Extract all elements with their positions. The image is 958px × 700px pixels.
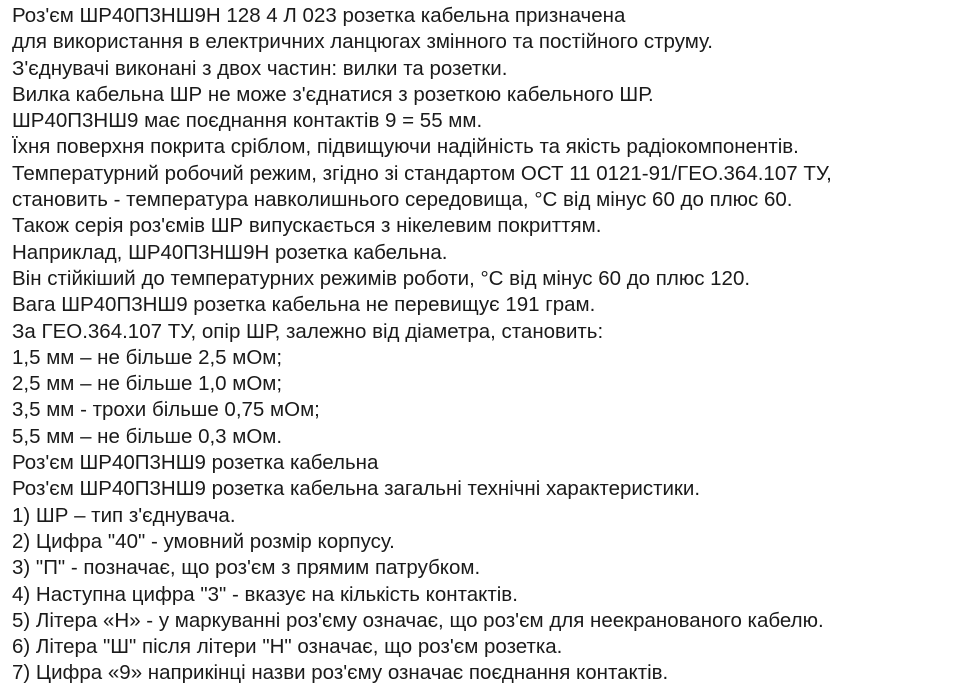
text-line: 3) "П" - позначає, що роз'єм з прямим патрубком.: [12, 556, 481, 580]
text-line: Він стійкіший до температурних режимів роботи, °С від мінус 60 до плюс 120.: [12, 266, 751, 290]
text-line: Їхня поверхня покрита сріблом, підвищуючи надійність та якість радіокомпонентів.: [12, 135, 799, 159]
text-line: За ГЕО.364.107 ТУ, опір ШР, залежно від діаметра, становить:: [12, 319, 604, 343]
text-line: 5,5 мм – не більше 0,3 мОм.: [12, 424, 283, 448]
text-line: Температурний робочий режим, згідно зі стандартом ОСТ 11 0121-91/ГЕО.364.107 ТУ,: [12, 161, 832, 185]
text-line: становить - температура навколишнього середовища, °С від мінус 60 до плюс 60.: [12, 188, 793, 212]
text-line: Також серія роз'ємів ШР випускається з нікелевим покриттям.: [12, 214, 602, 238]
text-line: 3,5 мм - трохи більше 0,75 мОм;: [12, 398, 320, 422]
document-text: [12, 3, 952, 687]
text-line: 6) Літера "Ш" після літери "Н" означає, що роз'єм розетка.: [12, 635, 563, 659]
text-line: Наприклад, ШР40П3НШ9Н розетка кабельна.: [12, 240, 448, 264]
text-line: З'єднувачі виконані з двох частин: вилки та розетки.: [12, 56, 508, 80]
text-line: Роз'єм ШР40П3НШ9 розетка кабельна: [12, 451, 379, 475]
text-line: 5) Літера «Н» - у маркуванні роз'єму означає, що роз'єм для неекранованого кабелю.: [12, 608, 824, 632]
text-line: Роз'єм ШР40П3НШ9Н 128 4 Л 023 розетка кабельна призначена: [12, 4, 626, 27]
text-line: Вага ШР40П3НШ9 розетка кабельна не перевищує 191 грам.: [12, 293, 596, 317]
text-line: 2) Цифра "40" - умовний розмір корпусу.: [12, 529, 395, 553]
text-line: 4) Наступна цифра "3" - вказує на кількість контактів.: [12, 582, 518, 606]
text-line: ШР40П3НШ9 має поєднання контактів 9 = 55 мм.: [12, 109, 483, 133]
text-line: 7) Цифра «9» наприкінці назви роз'єму означає поєднання контактів.: [12, 661, 669, 685]
text-line: 2,5 мм – не більше 1,0 мОм;: [12, 372, 283, 396]
text-line: 1) ШР – тип з'єднувача.: [12, 503, 236, 527]
text-line: Вилка кабельна ШР не може з'єднатися з розеткою кабельного ШР.: [12, 82, 654, 106]
text-line: Роз'єм ШР40П3НШ9 розетка кабельна загальні технічні характеристики.: [12, 477, 701, 501]
text-line: для використання в електричних ланцюгах змінного та постійного струму.: [12, 30, 713, 54]
text-line: 1,5 мм – не більше 2,5 мОм;: [12, 345, 283, 369]
